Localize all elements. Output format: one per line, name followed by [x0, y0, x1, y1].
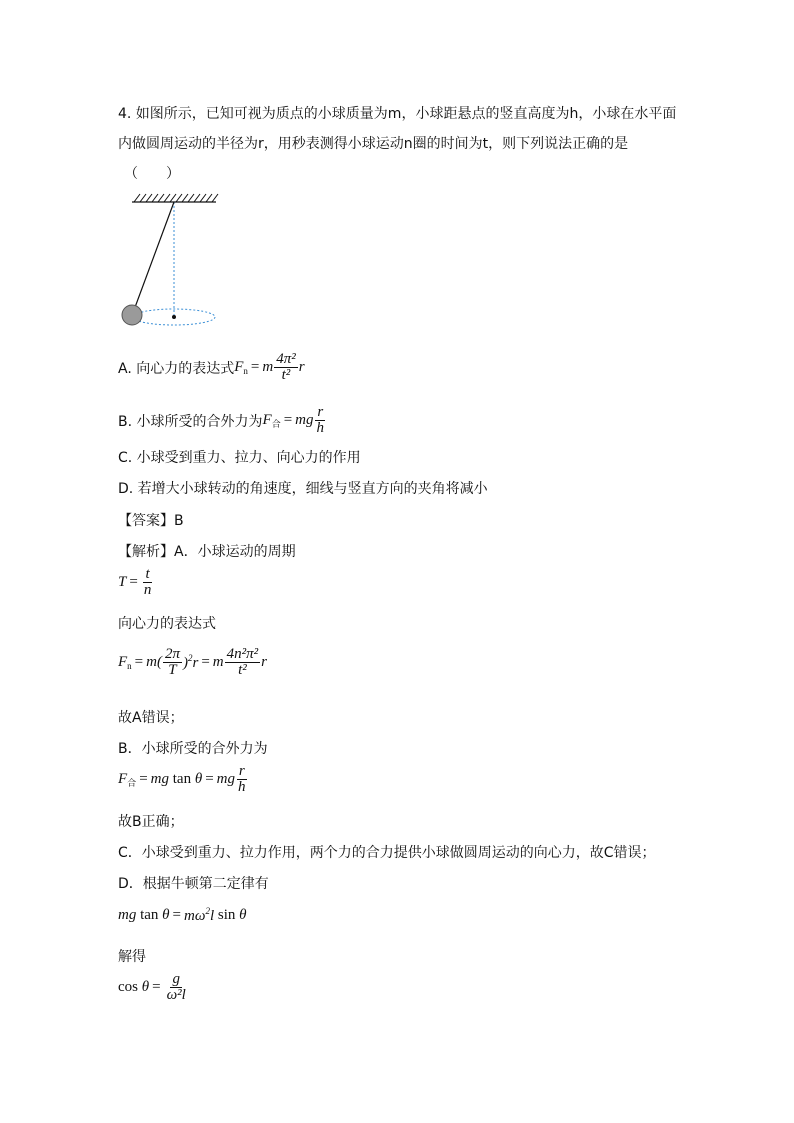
- option-b: B. 小球所受的合外力为 $F_合$ = mg $\frac{r}{h}$: [118, 404, 325, 436]
- answer-parentheses: （ ）: [124, 166, 180, 182]
- option-c: C. 小球受到重力、拉力、向心力的作用: [118, 450, 361, 466]
- period-formula: T = $\frac{t}{n}$: [118, 566, 152, 598]
- analysis-a-intro: 【解析】A．小球运动的周期: [118, 544, 296, 560]
- analysis-centripetal: 向心力的表达式: [118, 616, 216, 632]
- option-a: A. 向心力的表达式 $F_n$ = m $\frac{\text{4π²}}{\text{t²}}$ r: [118, 351, 305, 383]
- option-b-prefix: B. 小球所受的合外力为: [118, 413, 263, 430]
- analysis-a-wrong: 故A错误；: [118, 710, 184, 726]
- option-a-prefix: A. 向心力的表达式: [118, 360, 235, 377]
- subscript-n: n: [243, 366, 248, 376]
- analysis-c: C．小球受到重力、拉力作用，两个力的合力提供小球做圆周运动的向心力，故C错误；: [118, 845, 656, 861]
- circle-center-dot: [172, 315, 176, 319]
- question-line-1: 4. 如图所示，已知可视为质点的小球质量为m，小球距悬点的竖直高度为h，小球在水平面: [118, 106, 677, 122]
- analysis-solve: 解得: [118, 949, 146, 965]
- option-d: D. 若增大小球转动的角速度，细线与竖直方向的夹角将减小: [118, 481, 488, 497]
- string-line: [134, 202, 174, 310]
- cos-formula: cos θ = $\frac{g}{\text{ω²l}}$: [118, 971, 186, 1003]
- option-b-fraction: $\frac{r}{h}$: [316, 404, 325, 436]
- answer-line: 【答案】B: [118, 513, 184, 529]
- question-line-2: 内做圆周运动的半径为r，用秒表测得小球运动n圈的时间为t，则下列说法正确的是: [118, 136, 629, 152]
- conical-pendulum-diagram: [118, 190, 228, 340]
- analysis-b-right: 故B正确；: [118, 814, 184, 830]
- analysis-b-intro: B．小球所受的合外力为: [118, 741, 268, 757]
- net-force-formula: $F_合$ = mg tan θ = mg $\frac{r}{h}$: [118, 763, 246, 795]
- analysis-d-intro: D．根据牛顿第二定律有: [118, 876, 269, 892]
- ball: [122, 305, 142, 325]
- option-a-fraction: $\frac{\text{4π²}}{\text{t²}}$: [276, 351, 296, 383]
- ceiling-hatching: [134, 194, 218, 202]
- newton-formula: mg tan θ = $m\omega^2l$ sin θ: [118, 906, 247, 924]
- centripetal-formula: $F_n$ = m( $\frac{2\pi}{T}$ )$^2$r = m $\frac{\text{4n²π²}}{\text{t²}}$ r: [118, 646, 267, 678]
